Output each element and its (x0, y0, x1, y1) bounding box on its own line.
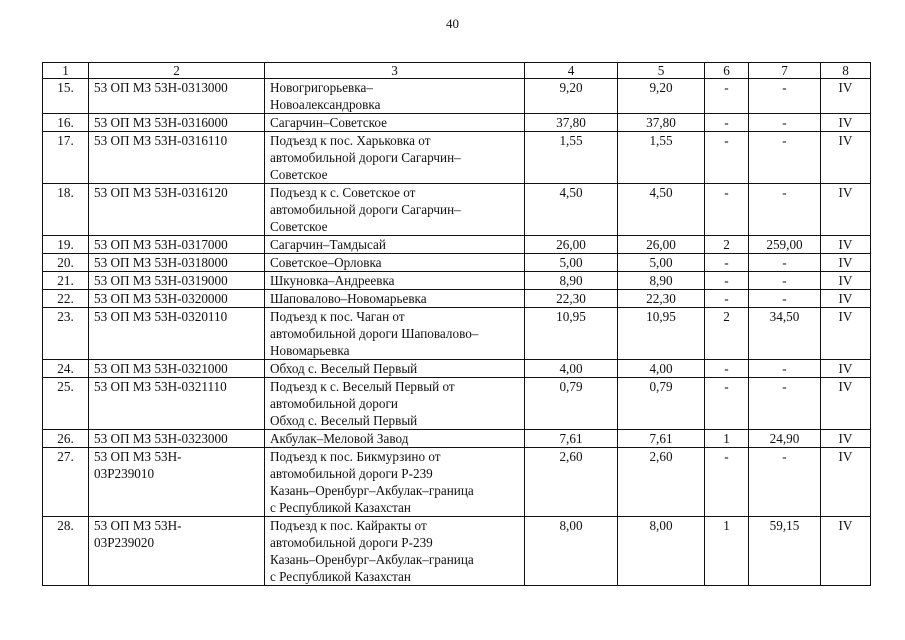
bridge-count: - (705, 378, 749, 430)
length-total: 8,00 (525, 517, 618, 586)
row-number: 27. (43, 448, 89, 517)
road-name: Подъезд к пос. Харьковка от автомобильной дороги Сагарчин– Советское (265, 132, 525, 184)
length-total: 0,79 (525, 378, 618, 430)
road-name: Шаповалово–Новомарьевка (265, 290, 525, 308)
road-id-code: 53 ОП МЗ 53Н-0316110 (89, 132, 265, 184)
column-header: 8 (821, 63, 871, 79)
length-total: 4,50 (525, 184, 618, 236)
column-header: 4 (525, 63, 618, 79)
row-number: 28. (43, 517, 89, 586)
table-row (43, 308, 871, 360)
table-body (43, 79, 871, 586)
length-total: 4,00 (525, 360, 618, 378)
length-hard-surface: 10,95 (618, 308, 705, 360)
bridge-length: 59,15 (749, 517, 821, 586)
road-category: IV (821, 430, 871, 448)
road-id-code: 53 ОП МЗ 53Н-0317000 (89, 236, 265, 254)
page-number: 40 (446, 16, 459, 31)
table-row (43, 272, 871, 290)
road-name: Советское–Орловка (265, 254, 525, 272)
road-id-code: 53 ОП МЗ 53Н-0316000 (89, 114, 265, 132)
length-total: 1,55 (525, 132, 618, 184)
bridge-length: - (749, 79, 821, 114)
length-hard-surface: 26,00 (618, 236, 705, 254)
table-row (43, 114, 871, 132)
bridge-count: - (705, 114, 749, 132)
length-hard-surface: 8,90 (618, 272, 705, 290)
bridge-length: - (749, 290, 821, 308)
length-hard-surface: 0,79 (618, 378, 705, 430)
length-hard-surface: 22,30 (618, 290, 705, 308)
bridge-count: - (705, 448, 749, 517)
length-total: 7,61 (525, 430, 618, 448)
table-row (43, 448, 871, 517)
bridge-count: - (705, 290, 749, 308)
column-header: 2 (89, 63, 265, 79)
road-category: IV (821, 272, 871, 290)
road-category: IV (821, 448, 871, 517)
bridge-length: - (749, 132, 821, 184)
road-id-code: 53 ОП МЗ 53Н-0323000 (89, 430, 265, 448)
table-row (43, 430, 871, 448)
road-category: IV (821, 517, 871, 586)
row-number: 24. (43, 360, 89, 378)
row-number: 26. (43, 430, 89, 448)
length-total: 5,00 (525, 254, 618, 272)
row-number: 23. (43, 308, 89, 360)
road-id-code: 53 ОП МЗ 53Н- 03Р239020 (89, 517, 265, 586)
road-id-code: 53 ОП МЗ 53Н- 03Р239010 (89, 448, 265, 517)
road-id-code: 53 ОП МЗ 53Н-0321000 (89, 360, 265, 378)
column-header: 7 (749, 63, 821, 79)
road-name: Подъезд к пос. Бикмурзино от автомобильной дороги Р-239 Казань–Оренбург–Акбулак–граница с Республикой Казахстан (265, 448, 525, 517)
table-row (43, 360, 871, 378)
road-name: Подъезд к пос. Кайракты от автомобильной дороги Р-239 Казань–Оренбург–Акбулак–граница с Республикой Казахстан (265, 517, 525, 586)
table-row (43, 132, 871, 184)
road-category: IV (821, 184, 871, 236)
length-hard-surface: 4,50 (618, 184, 705, 236)
length-total: 22,30 (525, 290, 618, 308)
table-header-row (43, 63, 871, 79)
bridge-count: - (705, 79, 749, 114)
column-header: 6 (705, 63, 749, 79)
length-hard-surface: 9,20 (618, 79, 705, 114)
length-total: 10,95 (525, 308, 618, 360)
length-total: 37,80 (525, 114, 618, 132)
row-number: 15. (43, 79, 89, 114)
table-row (43, 517, 871, 586)
bridge-length: - (749, 254, 821, 272)
bridge-count: 2 (705, 236, 749, 254)
length-total: 8,90 (525, 272, 618, 290)
table-row (43, 290, 871, 308)
length-hard-surface: 37,80 (618, 114, 705, 132)
road-category: IV (821, 360, 871, 378)
bridge-length: - (749, 360, 821, 378)
bridge-count: 1 (705, 517, 749, 586)
bridge-length: 34,50 (749, 308, 821, 360)
length-hard-surface: 4,00 (618, 360, 705, 378)
road-name: Акбулак–Меловой Завод (265, 430, 525, 448)
road-id-code: 53 ОП МЗ 53Н-0320000 (89, 290, 265, 308)
road-name: Обход с. Веселый Первый (265, 360, 525, 378)
road-id-code: 53 ОП МЗ 53Н-0316120 (89, 184, 265, 236)
road-name: Сагарчин–Тамдысай (265, 236, 525, 254)
table-row (43, 184, 871, 236)
roads-table (42, 62, 871, 586)
road-id-code: 53 ОП МЗ 53Н-0319000 (89, 272, 265, 290)
road-category: IV (821, 236, 871, 254)
row-number: 16. (43, 114, 89, 132)
road-name: Новогригорьевка– Новоалександровка (265, 79, 525, 114)
bridge-count: - (705, 184, 749, 236)
road-category: IV (821, 290, 871, 308)
bridge-count: 1 (705, 430, 749, 448)
road-category: IV (821, 378, 871, 430)
road-id-code: 53 ОП МЗ 53Н-0313000 (89, 79, 265, 114)
row-number: 25. (43, 378, 89, 430)
road-category: IV (821, 308, 871, 360)
road-id-code: 53 ОП МЗ 53Н-0320110 (89, 308, 265, 360)
road-id-code: 53 ОП МЗ 53Н-0318000 (89, 254, 265, 272)
length-hard-surface: 5,00 (618, 254, 705, 272)
bridge-length: - (749, 272, 821, 290)
row-number: 21. (43, 272, 89, 290)
bridge-length: 24,90 (749, 430, 821, 448)
bridge-count: - (705, 132, 749, 184)
length-hard-surface: 1,55 (618, 132, 705, 184)
column-header: 3 (265, 63, 525, 79)
bridge-count: - (705, 272, 749, 290)
length-total: 2,60 (525, 448, 618, 517)
table-row (43, 236, 871, 254)
column-header: 5 (618, 63, 705, 79)
row-number: 18. (43, 184, 89, 236)
table-row (43, 254, 871, 272)
length-total: 26,00 (525, 236, 618, 254)
table-row (43, 378, 871, 430)
bridge-length: 259,00 (749, 236, 821, 254)
row-number: 20. (43, 254, 89, 272)
road-category: IV (821, 132, 871, 184)
bridge-count: 2 (705, 308, 749, 360)
road-id-code: 53 ОП МЗ 53Н-0321110 (89, 378, 265, 430)
length-hard-surface: 7,61 (618, 430, 705, 448)
bridge-length: - (749, 448, 821, 517)
length-hard-surface: 2,60 (618, 448, 705, 517)
bridge-count: - (705, 360, 749, 378)
length-total: 9,20 (525, 79, 618, 114)
road-name: Подъезд к с. Советское от автомобильной дороги Сагарчин– Советское (265, 184, 525, 236)
road-category: IV (821, 254, 871, 272)
road-category: IV (821, 114, 871, 132)
length-hard-surface: 8,00 (618, 517, 705, 586)
bridge-length: - (749, 114, 821, 132)
road-category: IV (821, 79, 871, 114)
road-name: Подъезд к с. Веселый Первый от автомобильной дороги Обход с. Веселый Первый (265, 378, 525, 430)
road-name: Шкуновка–Андреевка (265, 272, 525, 290)
row-number: 19. (43, 236, 89, 254)
column-header: 1 (43, 63, 89, 79)
road-name: Сагарчин–Советское (265, 114, 525, 132)
bridge-length: - (749, 184, 821, 236)
table-row (43, 79, 871, 114)
row-number: 17. (43, 132, 89, 184)
bridge-count: - (705, 254, 749, 272)
bridge-length: - (749, 378, 821, 430)
road-name: Подъезд к пос. Чаган от автомобильной дороги Шаповалово– Новомарьевка (265, 308, 525, 360)
row-number: 22. (43, 290, 89, 308)
